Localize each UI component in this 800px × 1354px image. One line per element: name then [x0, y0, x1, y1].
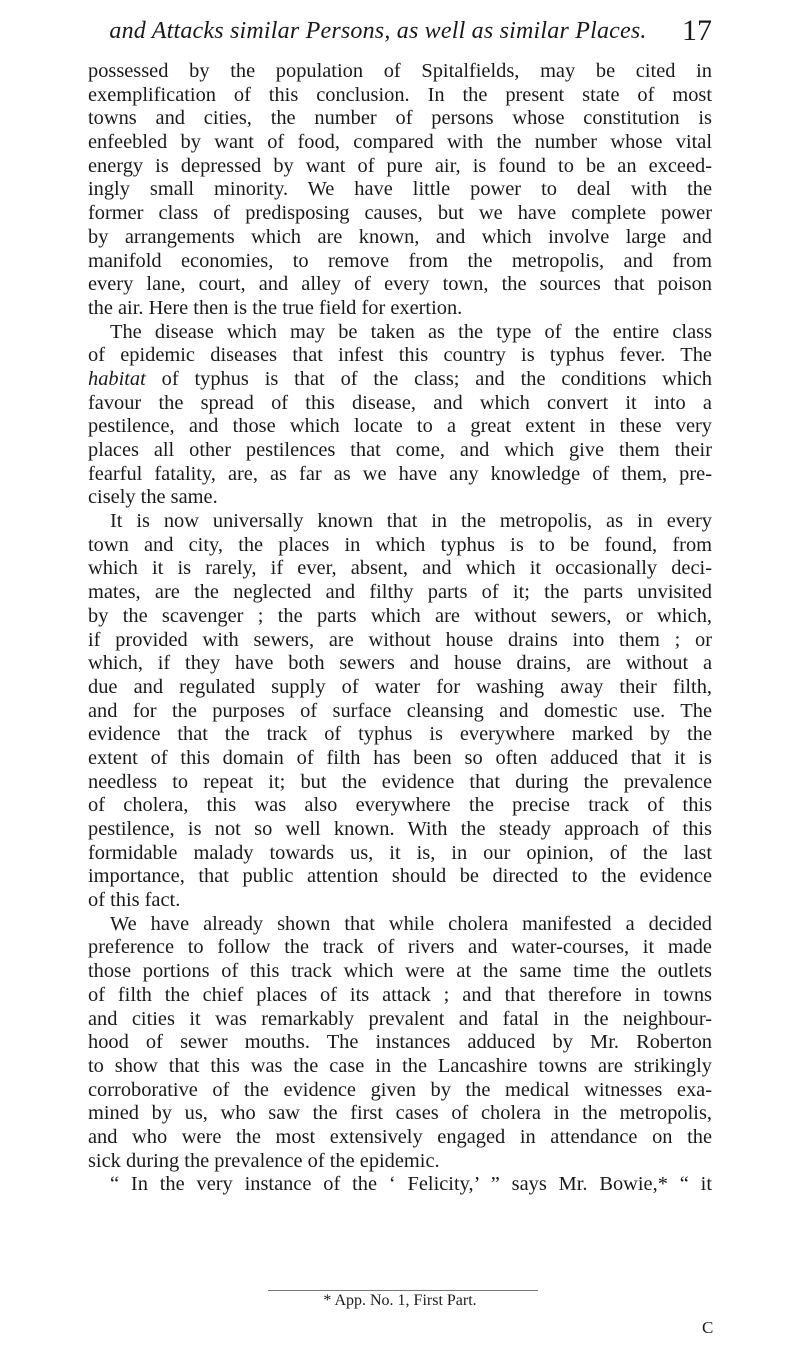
running-title: and Attacks similar Persons, as well as similar Places. [109, 18, 647, 44]
text-line: former class of predisposing causes, but we have complete power [88, 202, 712, 225]
text-line: cisely the same. [88, 486, 218, 509]
text-line: if provided with sewers, are without house drains into them ; or [88, 628, 712, 651]
text-line: towns and cities, the number of persons whose constitution is [88, 107, 712, 130]
text-line: “ In the very instance of the ‘ Felicity,’ ” says Mr. Bowie,* “ it [110, 1173, 712, 1196]
text-line: pestilence, and those which locate to a great extent in these very [88, 415, 712, 438]
text-line: of cholera, this was also everywhere the precise track of this [88, 794, 712, 817]
text-line: habitat of typhus is that of the class; and the conditions which [88, 367, 712, 390]
text-line: due and regulated supply of water for washing away their filth, [88, 675, 712, 698]
text-line: mates, are the neglected and filthy parts of it; the parts unvisited [88, 581, 712, 604]
text-line: pestilence, is not so well known. With the steady approach of this [88, 818, 712, 840]
text-line: needless to repeat it; but the evidence that during the prevalence [88, 770, 712, 793]
text-line: possessed by the population of Spitalfields, may be cited in [88, 60, 712, 82]
text-line: to show that this was the case in the Lancashire towns are strikingly [88, 1054, 712, 1077]
body-text [88, 60, 712, 1197]
page-number: 17 [682, 14, 712, 47]
text-line: sick during the prevalence of the epidemic. [88, 1149, 440, 1172]
text-line: of epidemic diseases that infest this country is typhus fever. The [88, 344, 712, 367]
text-line: It is now universally known that in the metropolis, as in every [110, 510, 712, 533]
text-line: by the scavenger ; the parts which are without sewers, or which, [88, 604, 712, 627]
page-header [88, 14, 712, 54]
text-line: every lane, court, and alley of every town, the sources that poison [88, 273, 712, 296]
text-line: enfeebled by want of food, compared with the number whose vital [88, 131, 712, 154]
text-line: places all other pestilences that come, and which give them their [88, 439, 712, 461]
footnote: * App. No. 1, First Part. [323, 1292, 477, 1309]
text-line: which, if they have both sewers and house drains, are without a [88, 652, 712, 675]
text-line: The disease which may be taken as the type of the entire class [110, 320, 712, 343]
text-line: and for the purposes of surface cleansing and domestic use. The [88, 699, 712, 722]
text-line: evidence that the track of typhus is everywhere marked by the [88, 723, 712, 746]
text-line: fearful fatality, are, as far as we have any knowledge of them, pre- [88, 462, 712, 485]
text-line: corroborative of the evidence given by the medical witnesses exa- [88, 1078, 712, 1101]
footnote-rule [268, 1290, 538, 1291]
text-line: mined by us, who saw the first cases of cholera in the metropolis, [88, 1102, 712, 1125]
text-line: preference to follow the track of rivers and water-courses, it made [88, 936, 712, 959]
text-line: importance, that public attention should be directed to the evidence [88, 865, 712, 888]
text-line: formidable malady towards us, it is, in our opinion, of the last [88, 841, 712, 864]
text-line: by arrangements which are known, and which involve large and [88, 225, 712, 248]
text-line: those portions of this track which were at the same time the outlets [88, 960, 712, 983]
text-line: exemplification of this conclusion. In the present state of most [88, 83, 712, 106]
text-line: hood of sewer mouths. The instances adduced by Mr. Roberton [88, 1031, 712, 1054]
text-line: which it is rarely, if ever, absent, and which it occasionally deci- [88, 557, 712, 580]
text-line: the air. Here then is the true field for exertion. [88, 296, 463, 319]
text-line: ingly small minority. We have little power to deal with the [88, 178, 712, 201]
italic-word: habitat [88, 367, 146, 390]
text-line: energy is depressed by want of pure air, is found to be an exceed- [88, 154, 712, 177]
text-line: extent of this domain of filth has been so often adduced that it is [88, 746, 712, 769]
text-line: We have already shown that while cholera manifested a decided [110, 912, 712, 935]
text-line: of filth the chief places of its attack ; and that therefore in towns [88, 983, 712, 1006]
text-line: town and city, the places in which typhus is to be found, from [88, 533, 712, 556]
text-line: of this fact. [88, 889, 181, 912]
signature-mark: C [702, 1318, 714, 1337]
text-line: and cities it was remarkably prevalent and fatal in the neighbour- [88, 1007, 712, 1030]
text-line: manifold economies, to remove from the metropolis, and from [88, 249, 712, 272]
text-line: favour the spread of this disease, and which convert it into a [88, 391, 712, 414]
text-line: and who were the most extensively engaged in attendance on the [88, 1125, 712, 1148]
